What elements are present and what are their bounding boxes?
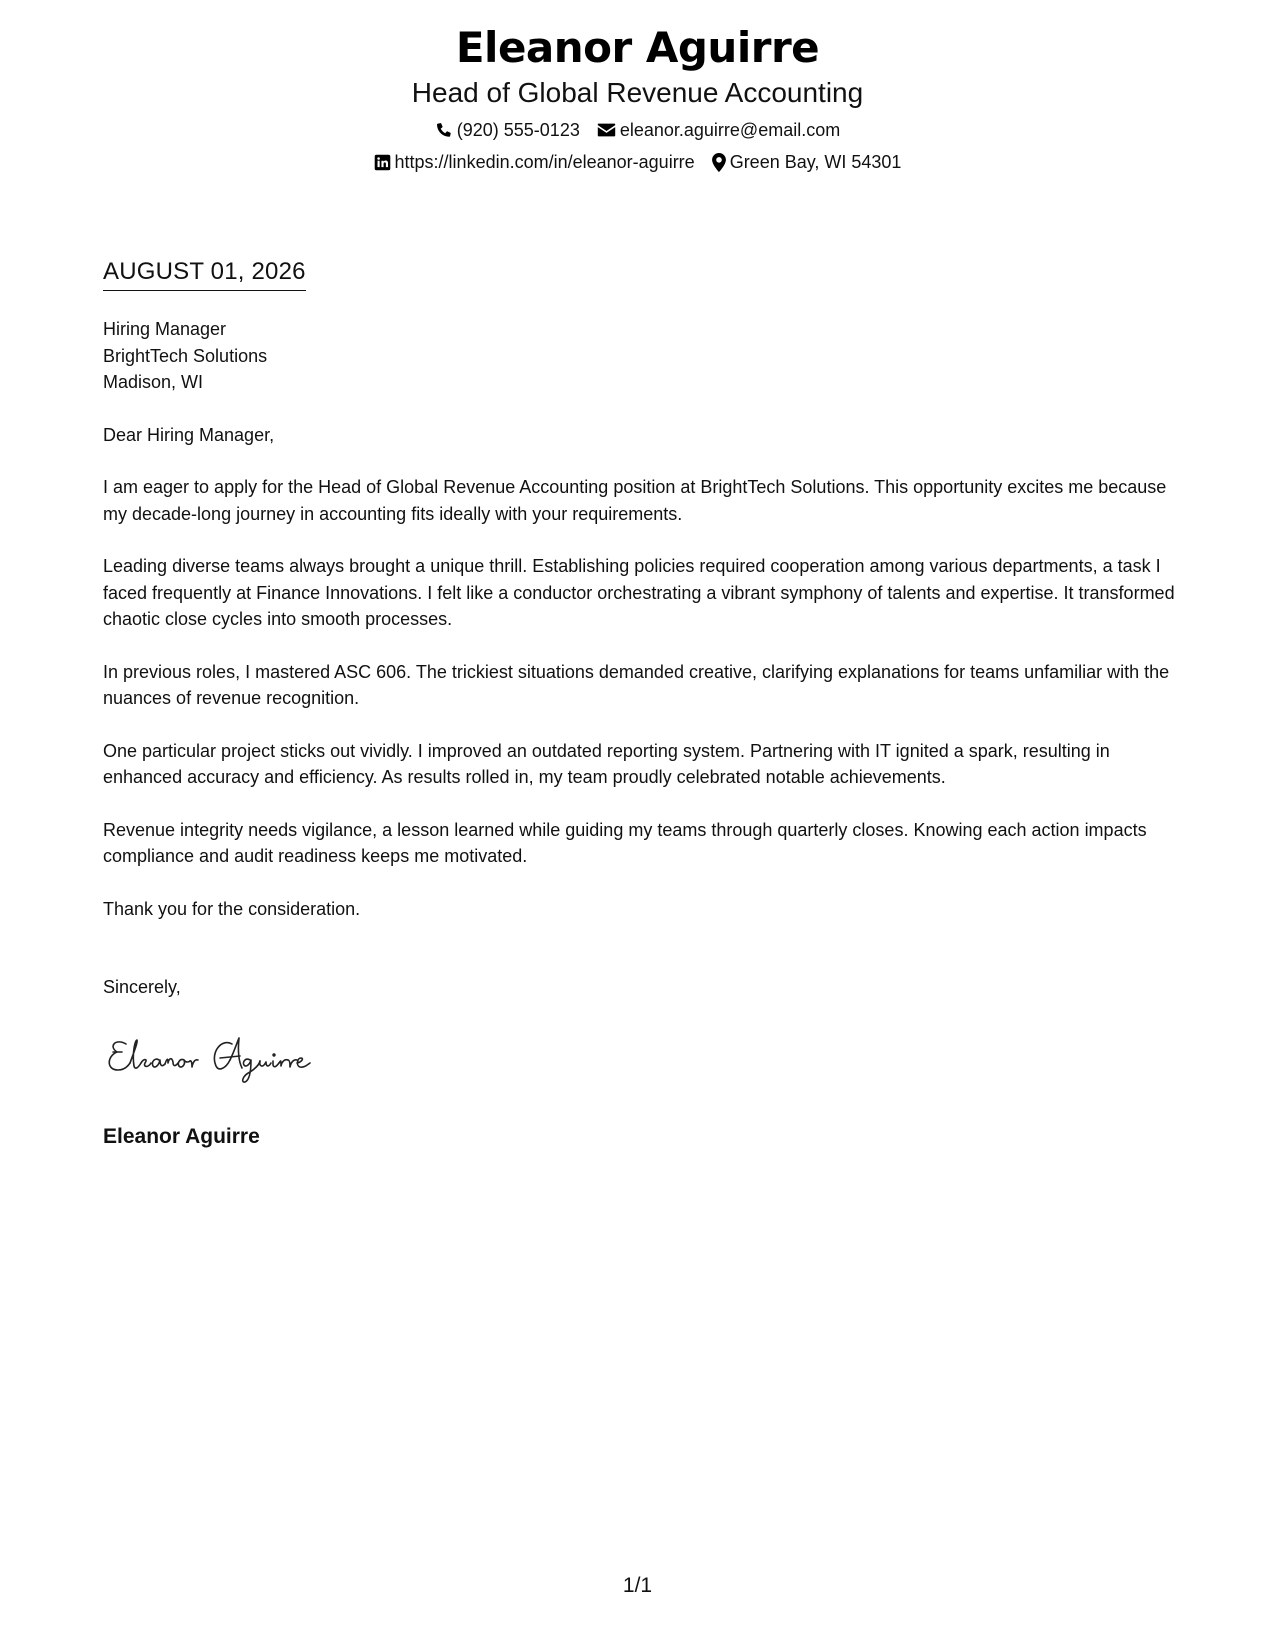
recipient-line-3: Madison, WI — [103, 372, 204, 392]
recipient-address — [103, 316, 1178, 396]
email-text[interactable]: eleanor.aguirre@email.com — [619, 120, 841, 140]
paragraph-4: One particular project sticks out vividly. I improved an outdated reporting system. Partnering with IT ignited a spark, resulting in enhanced accuracy and efficiency. As results rolled in, my team proudly celebrated notable achievements. — [103, 740, 1110, 787]
paragraph-2: Leading diverse teams always brought a unique thrill. Establishing policies required cooperation among various departments, a task I faced frequently at Finance Innovations. I felt like a conductor orchestrating a vibrant symphony of talents and expertise. It transformed chaotic close cycles into smooth processes. — [103, 556, 1175, 629]
letter-body — [103, 316, 1178, 1027]
paragraph-1: I am eager to apply for the Head of Global Revenue Accounting position at BrightTech Solutions. This opportunity excites me because my decade-long journey in accounting fits ideally with your requirements. — [103, 477, 1167, 524]
applicant-title: Head of Global Revenue Accounting — [411, 77, 864, 108]
paragraph-3: In previous roles, I mastered ASC 606. The trickiest situations demanded creative, clarifying explanations for teams unfamiliar with the nuances of revenue recognition. — [103, 661, 1170, 708]
paragraph-6: Thank you for the consideration. — [103, 898, 361, 919]
linkedin-text[interactable]: https://linkedin.com/in/eleanor-aguirre — [394, 152, 695, 172]
location-text: Green Bay, WI 54301 — [729, 152, 902, 172]
linkedin-icon — [374, 154, 391, 171]
contact-row-primary — [0, 119, 1275, 141]
recipient-line-2: BrightTech Solutions — [103, 345, 268, 366]
phone-text: (920) 555-0123 — [456, 120, 580, 140]
contact-location — [712, 151, 902, 173]
contact-phone — [435, 119, 580, 141]
email-icon — [597, 122, 616, 138]
salutation: Dear Hiring Manager, — [103, 424, 275, 445]
handwritten-signature — [104, 1030, 364, 1086]
closing: Sincerely, — [103, 977, 181, 997]
letter-date: AUGUST 01, 2026 — [103, 257, 306, 291]
signer-name: Eleanor Aguirre — [103, 1125, 260, 1148]
letter-date-block — [103, 257, 306, 291]
letter-header — [0, 22, 1275, 173]
phone-icon — [435, 121, 453, 139]
contact-linkedin[interactable] — [374, 151, 695, 173]
contact-row-secondary — [0, 151, 1275, 173]
paragraph-5: Revenue integrity needs vigilance, a lesson learned while guiding my teams through quarterly closes. Knowing each action impacts compliance and audit readiness keeps me motivated. — [103, 819, 1147, 866]
page-number: 1/1 — [622, 1574, 653, 1597]
applicant-name: Eleanor Aguirre — [455, 23, 820, 72]
recipient-line-1: Hiring Manager — [103, 319, 227, 339]
location-pin-icon — [712, 153, 726, 172]
contact-email[interactable] — [597, 119, 840, 141]
